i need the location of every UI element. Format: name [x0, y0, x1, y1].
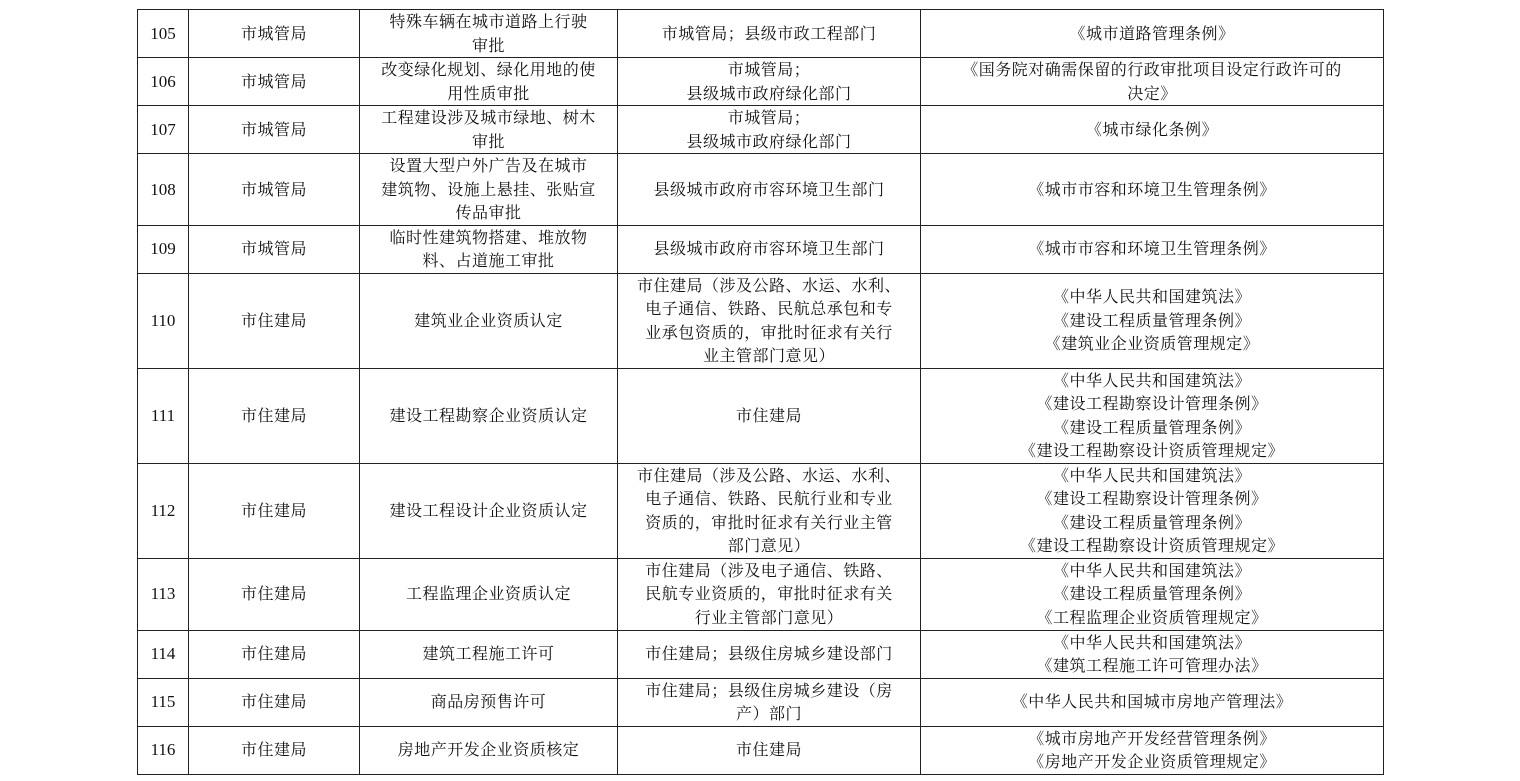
table-row [138, 273, 1384, 368]
table-row [138, 58, 1384, 106]
legal-basis-cell: 《城市市容和环境卫生管理条例》 [921, 154, 1384, 226]
department-cell: 市城管局 [189, 106, 360, 154]
authority-cell: 县级城市政府市容环境卫生部门 [618, 154, 921, 226]
table-row [138, 463, 1384, 558]
legal-basis-cell: 《中华人民共和国城市房地产管理法》 [921, 678, 1384, 726]
legal-basis-cell: 《中华人民共和国建筑法》 《建设工程质量管理条例》 《建筑业企业资质管理规定》 [921, 273, 1384, 368]
legal-basis-cell: 《中华人民共和国建筑法》 《建设工程勘察设计管理条例》 《建设工程质量管理条例》 《建设工程勘察设计资质管理规定》 [921, 463, 1384, 558]
document-page [137, 9, 1383, 775]
approval-item-cell: 建筑业企业资质认定 [360, 273, 618, 368]
table-row [138, 106, 1384, 154]
table-row [138, 726, 1384, 774]
department-cell: 市住建局 [189, 273, 360, 368]
row-number: 106 [138, 58, 189, 106]
approval-item-cell: 建设工程勘察企业资质认定 [360, 368, 618, 463]
approval-item-cell: 商品房预售许可 [360, 678, 618, 726]
approval-item-cell: 工程监理企业资质认定 [360, 558, 618, 630]
legal-basis-cell: 《城市市容和环境卫生管理条例》 [921, 225, 1384, 273]
approval-item-cell: 工程建设涉及城市绿地、树木 审批 [360, 106, 618, 154]
row-number: 116 [138, 726, 189, 774]
legal-basis-cell: 《城市绿化条例》 [921, 106, 1384, 154]
department-cell: 市住建局 [189, 558, 360, 630]
approval-item-cell: 房地产开发企业资质核定 [360, 726, 618, 774]
approval-item-cell: 改变绿化规划、绿化用地的使 用性质审批 [360, 58, 618, 106]
department-cell: 市住建局 [189, 368, 360, 463]
approval-item-cell: 特殊车辆在城市道路上行驶 审批 [360, 10, 618, 58]
row-number: 107 [138, 106, 189, 154]
authority-cell: 市住建局（涉及公路、水运、水利、 电子通信、铁路、民航总承包和专 业承包资质的，审批时征求有关行 业主管部门意见） [618, 273, 921, 368]
table-row [138, 368, 1384, 463]
department-cell: 市住建局 [189, 630, 360, 678]
table-body [138, 10, 1384, 775]
approval-item-cell: 建设工程设计企业资质认定 [360, 463, 618, 558]
department-cell: 市住建局 [189, 463, 360, 558]
authority-cell: 市住建局；县级住房城乡建设（房 产）部门 [618, 678, 921, 726]
department-cell: 市城管局 [189, 58, 360, 106]
legal-basis-cell: 《中华人民共和国建筑法》 《建设工程勘察设计管理条例》 《建设工程质量管理条例》 《建设工程勘察设计资质管理规定》 [921, 368, 1384, 463]
approval-item-cell: 设置大型户外广告及在城市 建筑物、设施上悬挂、张贴宣 传品审批 [360, 154, 618, 226]
authority-cell: 市城管局； 县级城市政府绿化部门 [618, 58, 921, 106]
approval-item-cell: 临时性建筑物搭建、堆放物 料、占道施工审批 [360, 225, 618, 273]
authority-cell: 市住建局 [618, 368, 921, 463]
table-row [138, 10, 1384, 58]
department-cell: 市城管局 [189, 154, 360, 226]
approval-item-cell: 建筑工程施工许可 [360, 630, 618, 678]
authority-cell: 市住建局（涉及公路、水运、水利、 电子通信、铁路、民航行业和专业 资质的，审批时征求有关行业主管 部门意见） [618, 463, 921, 558]
row-number: 114 [138, 630, 189, 678]
department-cell: 市城管局 [189, 10, 360, 58]
authority-cell: 市住建局（涉及电子通信、铁路、 民航专业资质的，审批时征求有关 行业主管部门意见） [618, 558, 921, 630]
legal-basis-cell: 《中华人民共和国建筑法》 《建筑工程施工许可管理办法》 [921, 630, 1384, 678]
row-number: 110 [138, 273, 189, 368]
row-number: 113 [138, 558, 189, 630]
row-number: 111 [138, 368, 189, 463]
authority-cell: 市城管局；县级市政工程部门 [618, 10, 921, 58]
department-cell: 市城管局 [189, 225, 360, 273]
legal-basis-cell: 《中华人民共和国建筑法》 《建设工程质量管理条例》 《工程监理企业资质管理规定》 [921, 558, 1384, 630]
row-number: 105 [138, 10, 189, 58]
table-row [138, 558, 1384, 630]
table-row [138, 630, 1384, 678]
authority-cell: 县级城市政府市容环境卫生部门 [618, 225, 921, 273]
table-row [138, 154, 1384, 226]
legal-basis-cell: 《国务院对确需保留的行政审批项目设定行政许可的 决定》 [921, 58, 1384, 106]
authority-cell: 市城管局； 县级城市政府绿化部门 [618, 106, 921, 154]
table-row [138, 225, 1384, 273]
row-number: 108 [138, 154, 189, 226]
legal-basis-cell: 《城市道路管理条例》 [921, 10, 1384, 58]
row-number: 109 [138, 225, 189, 273]
authority-cell: 市住建局 [618, 726, 921, 774]
authority-cell: 市住建局；县级住房城乡建设部门 [618, 630, 921, 678]
department-cell: 市住建局 [189, 726, 360, 774]
table-row [138, 678, 1384, 726]
approval-items-table [137, 9, 1384, 775]
row-number: 112 [138, 463, 189, 558]
department-cell: 市住建局 [189, 678, 360, 726]
row-number: 115 [138, 678, 189, 726]
legal-basis-cell: 《城市房地产开发经营管理条例》 《房地产开发企业资质管理规定》 [921, 726, 1384, 774]
